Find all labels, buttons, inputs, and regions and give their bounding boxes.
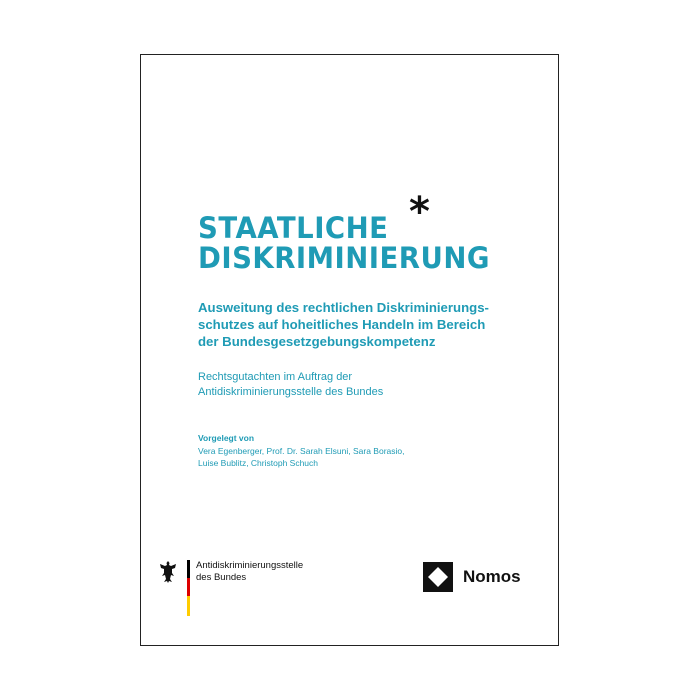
publisher-logo <box>423 560 543 594</box>
flag-stripe-black <box>187 560 190 578</box>
authors-line: Vera Egenberger, Prof. Dr. Sarah Elsuni, Sara Borasio, <box>198 446 405 456</box>
nomos-diamond-icon <box>423 562 453 592</box>
authors-line: Luise Bublitz, Christoph Schuch <box>198 458 319 468</box>
commission-line: Antidiskriminierungsstelle des Bundes <box>198 386 384 398</box>
subtitle-line: schutzes auf hoheitliches Handeln im Bereich <box>198 317 486 332</box>
subtitle-line: der Bundesgesetzgebungskompetenz <box>198 334 436 349</box>
title-line-2: DISKRIMINIERUNG <box>198 241 490 275</box>
commission-line: Rechtsgutachten im Auftrag der <box>198 371 353 383</box>
book-cover <box>140 54 559 646</box>
title-line-1: STAATLICHE <box>198 211 389 245</box>
flag-stripe-red <box>187 578 190 596</box>
presented-by-label: Vorgelegt von <box>198 433 255 443</box>
federal-eagle-icon <box>159 560 177 584</box>
commission-note <box>198 370 518 400</box>
agency-name <box>196 560 303 584</box>
flag-stripe-gold <box>187 596 190 616</box>
agency-name-line: Antidiskriminierungsstelle <box>196 560 304 571</box>
authors <box>198 445 404 469</box>
subtitle <box>198 299 518 350</box>
title-asterisk: * <box>409 189 430 235</box>
publisher-name: Nomos <box>463 567 521 586</box>
subtitle-line: Ausweitung des rechtlichen Diskriminierungs- <box>198 300 489 315</box>
agency-name-line: des Bundes <box>196 572 247 583</box>
agency-logo <box>159 560 339 630</box>
